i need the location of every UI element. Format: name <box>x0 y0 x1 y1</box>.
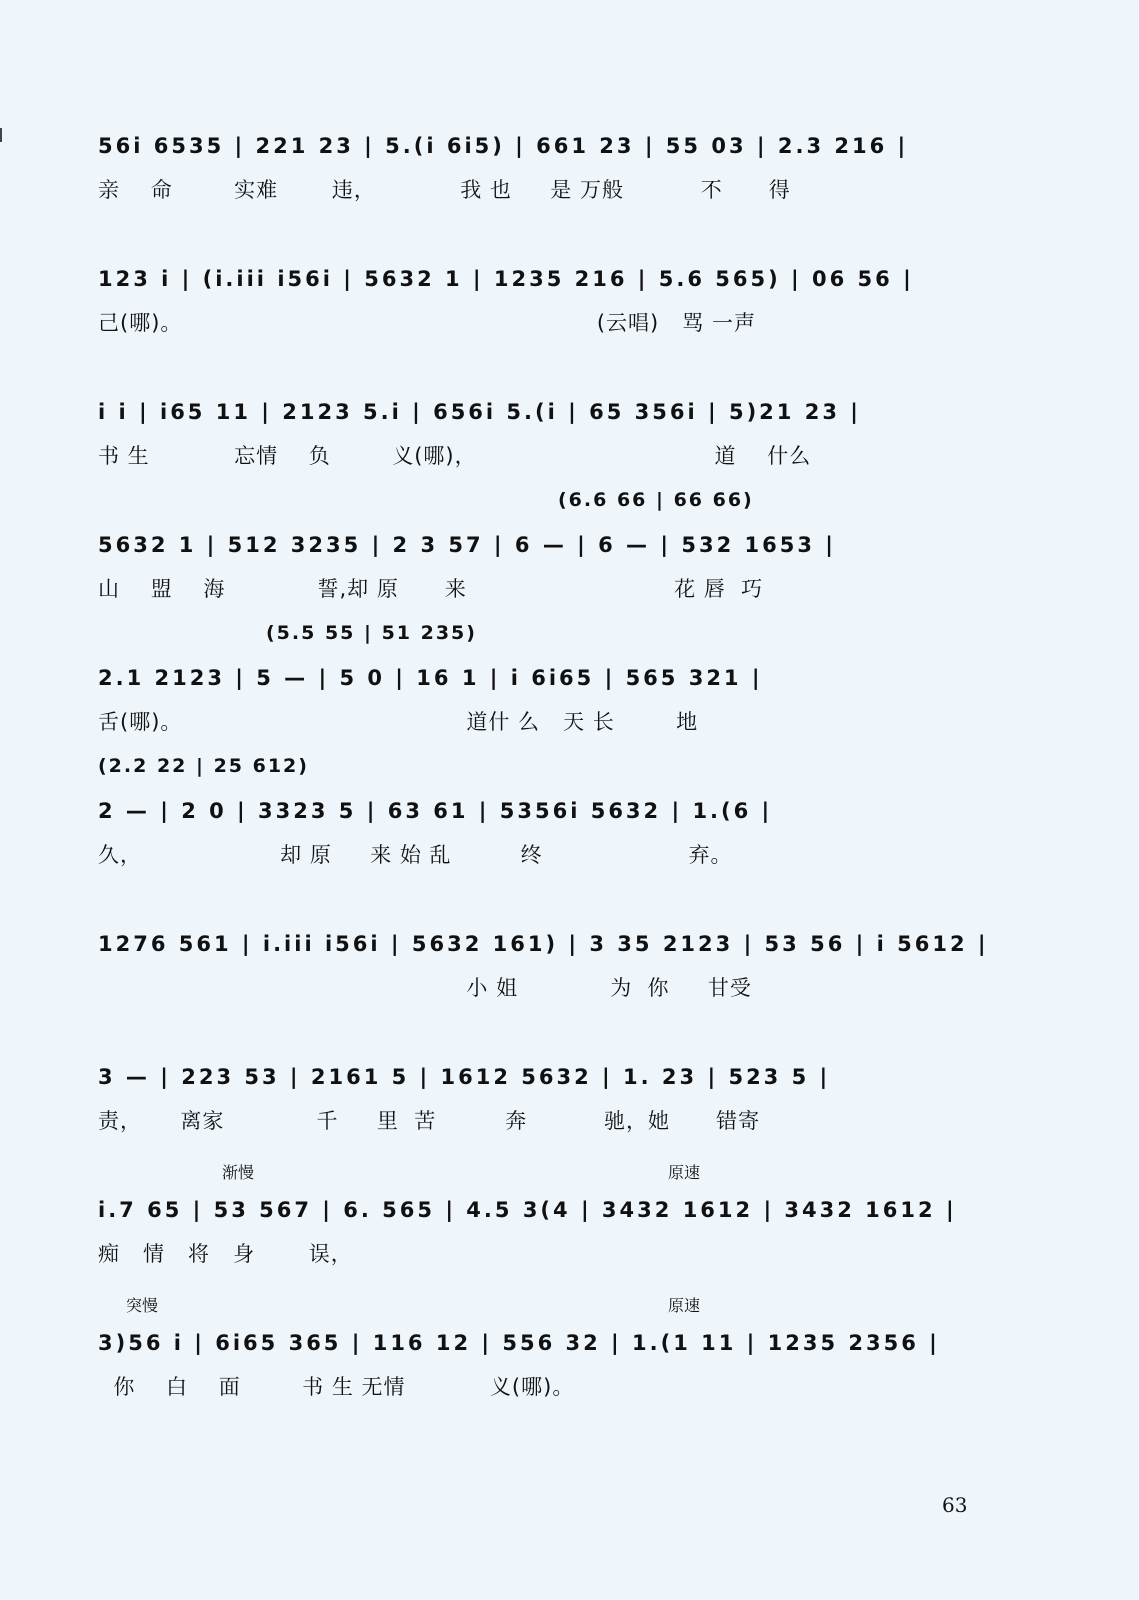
notes-text: i.7 65 | 53 567 | 6. 565 | 4.5 3(4 | 3432 1612 | 3432 1612 | <box>98 1198 957 1222</box>
notes-text: 2.1 2123 | 5 — | 5 0 | 16 1 | i 6i65 | 565 321 | <box>98 666 763 690</box>
lyrics-line: 己(哪)。 (云唱) 骂 一声 <box>98 311 756 335</box>
system-5 <box>98 622 1023 753</box>
lyrics-line: 亲 命 实难 违， 我 也 是 万般 不 得 <box>98 178 791 202</box>
instrumental-line <box>98 489 1023 513</box>
lyrics-line: 责， 离家 千 里 苦 奔 驰，她 错寄 <box>98 1109 761 1133</box>
lyrics-line: 小 姐 为 你 甘受 <box>98 976 752 1000</box>
tempo-mark-original: 原速 <box>668 1296 701 1315</box>
notes-text: 1276 561 | i.iii i56i | 5632 161) | 3 35 2123 | 53 56 | i 5612 | <box>98 932 989 956</box>
system-7 <box>98 894 1023 1019</box>
page-edge-mark <box>0 128 2 142</box>
lyrics-line: 舌(哪)。 道什 么 天 长 地 <box>98 710 699 734</box>
notes-line <box>98 126 1023 166</box>
score <box>98 96 1023 1426</box>
system-9 <box>98 1160 1023 1285</box>
notes-text: i i | i65 11 | 2123 5.i | 656i 5.(i | 65 356i | 5)21 23 | <box>98 400 861 424</box>
lyrics-line: 痴 情 将 身 误， <box>98 1242 353 1266</box>
notes-line <box>98 1190 1023 1230</box>
system-6 <box>98 755 1023 886</box>
notes-text: 2 — | 2 0 | 3323 5 | 63 61 | 5356i 5632 | 1.(6 | <box>98 799 773 823</box>
system-4 <box>98 489 1023 620</box>
tempo-mark-slowing: 渐慢 <box>222 1163 255 1182</box>
page-number: 63 <box>942 1493 968 1517</box>
lyrics-line: 久， 却 原 来 始 乱 终 弃。 <box>98 843 733 867</box>
instrumental-line <box>98 622 1023 646</box>
notes-line <box>98 525 1023 565</box>
lyrics-line: 山 盟 海 誓,却 原 来 花 唇 巧 <box>98 577 764 601</box>
tempo-line <box>98 1287 1023 1315</box>
lyrics-line: 书 生 忘情 负 义(哪)， 道 什么 <box>98 444 812 468</box>
lyrics-line: 你 白 面 书 生 无情 义(哪)。 <box>98 1375 575 1399</box>
instrumental-notes: (5.5 55 | 51 235) <box>266 622 477 644</box>
notes-line <box>98 1057 1023 1097</box>
notes-text: 5632 1 | 512 3235 | 2 3 57 | 6 — | 6 — | 532 1653 | <box>98 533 836 557</box>
system-1 <box>98 96 1023 221</box>
system-8 <box>98 1027 1023 1152</box>
notes-text: 123 i | (i.iii i56i | 5632 1 | 1235 216 | 5.6 565) | 06 56 | <box>98 267 914 291</box>
system-10 <box>98 1293 1023 1418</box>
tempo-mark-original: 原速 <box>668 1163 701 1182</box>
notes-text: 56i 6535 | 221 23 | 5.(i 6i5) | 661 23 | 55 03 | 2.3 216 | <box>98 134 909 158</box>
system-3 <box>98 362 1023 487</box>
notes-text: 3)56 i | 6i65 365 | 116 12 | 556 32 | 1.(1 11 | 1235 2356 | <box>98 1331 940 1355</box>
instrumental-notes: (2.2 22 | 25 612) <box>98 755 309 777</box>
instrumental-line <box>98 755 1023 779</box>
notes-line <box>98 924 1023 964</box>
notes-line <box>98 392 1023 432</box>
tempo-line <box>98 1154 1023 1182</box>
notes-line <box>98 259 1023 299</box>
tempo-mark-sudden-slow: 突慢 <box>126 1296 159 1315</box>
notes-text: 3 — | 223 53 | 2161 5 | 1612 5632 | 1. 23 | 523 5 | <box>98 1065 831 1089</box>
instrumental-notes: (6.6 66 | 66 66) <box>558 489 754 511</box>
system-2 <box>98 229 1023 354</box>
notes-line <box>98 791 1023 831</box>
notes-line <box>98 658 1023 698</box>
notes-line <box>98 1323 1023 1363</box>
